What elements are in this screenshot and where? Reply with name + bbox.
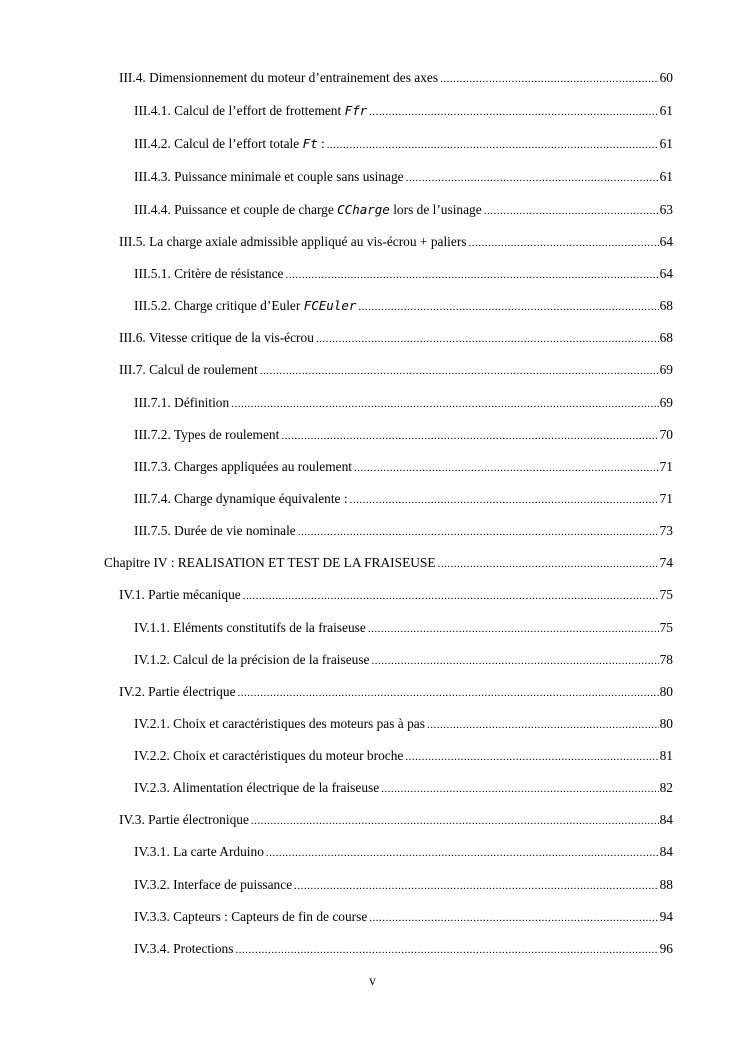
dot-leader xyxy=(438,554,659,574)
toc-entry-title: III.4.3. Puissance minimale et couple sans usinage xyxy=(134,169,404,184)
math-symbol: Ffr xyxy=(344,103,368,118)
toc-entry-page: 84 xyxy=(659,844,673,859)
toc-entry-page: 61 xyxy=(659,169,673,184)
toc-entry[interactable] xyxy=(119,360,673,380)
toc-entry[interactable] xyxy=(119,232,673,252)
toc-entry-page: 80 xyxy=(659,716,673,731)
toc-entry[interactable] xyxy=(134,875,673,895)
dot-leader xyxy=(469,233,659,253)
dot-leader xyxy=(266,843,659,863)
toc-entry-page: 60 xyxy=(659,70,673,85)
toc-entry[interactable] xyxy=(134,778,673,798)
dot-leader xyxy=(298,522,659,542)
dot-leader xyxy=(327,135,659,155)
toc-entry[interactable] xyxy=(119,68,673,88)
toc-entry[interactable] xyxy=(134,200,673,220)
toc-entry-title: III.7.2. Types de roulement xyxy=(134,427,280,442)
dot-leader xyxy=(372,651,659,671)
toc-entry-title: IV.3.3. Capteurs : Capteurs de fin de course xyxy=(134,909,368,924)
toc-entry-title: III.7. Calcul de roulement xyxy=(119,362,258,377)
toc-entry-page: 78 xyxy=(659,652,673,667)
toc-entry-title: IV.2.2. Choix et caractéristiques du moteur broche xyxy=(134,748,404,763)
dot-leader xyxy=(243,586,659,606)
toc-entry[interactable] xyxy=(134,457,673,477)
toc-entry-title: III.7.5. Durée de vie nominale xyxy=(134,523,296,538)
dot-leader xyxy=(369,908,658,928)
toc-entry-title: III.5.1. Critère de résistance xyxy=(134,266,284,281)
toc-entry[interactable] xyxy=(119,682,673,702)
dot-leader xyxy=(251,811,659,831)
toc-entry[interactable] xyxy=(134,907,673,927)
toc-entry-title: IV.1.2. Calcul de la précision de la fraiseuse xyxy=(134,652,370,667)
toc-entry-page: 82 xyxy=(659,780,673,795)
toc-entry[interactable] xyxy=(134,101,673,121)
toc-entry[interactable] xyxy=(134,296,673,316)
toc-entry-page: 64 xyxy=(659,234,673,249)
toc-entry[interactable] xyxy=(134,650,673,670)
toc-entry-page: 80 xyxy=(659,684,673,699)
dot-leader xyxy=(260,361,659,381)
toc-entry-title: IV.2.1. Choix et caractéristiques des moteurs pas à pas xyxy=(134,716,425,731)
toc-entry-title: IV.3. Partie électronique xyxy=(119,812,249,827)
toc-entry-page: 68 xyxy=(659,298,673,313)
toc-entry-title: IV.3.4. Protections xyxy=(134,941,234,956)
toc-entry-title: III.7.4. Charge dynamique équivalente : xyxy=(134,491,348,506)
dot-leader xyxy=(427,715,659,735)
toc-entry-page: 69 xyxy=(659,362,673,377)
toc-entry[interactable] xyxy=(134,134,673,154)
page-number: v xyxy=(369,973,376,988)
toc-entry-page: 81 xyxy=(659,748,673,763)
toc-entry-title: III.7.3. Charges appliquées au roulement xyxy=(134,459,353,474)
dot-leader xyxy=(484,201,659,221)
toc-entry-title: III.4.2. Calcul de l’effort totale Ft : xyxy=(134,136,325,151)
toc-entry-page: 96 xyxy=(659,941,673,956)
toc-entry-title: IV.3.2. Interface de puissance xyxy=(134,877,293,892)
toc-entry[interactable] xyxy=(119,810,673,830)
toc-entry-title: IV.1. Partie mécanique xyxy=(119,587,241,602)
toc-entry[interactable] xyxy=(134,714,673,734)
toc-entry-title: III.4.4. Puissance et couple de charge CCharge lors de l’usinage xyxy=(134,202,482,217)
dot-leader xyxy=(350,490,659,510)
toc-entry-page: 71 xyxy=(659,459,673,474)
dot-leader xyxy=(358,297,658,317)
toc-entry-title: IV.3.1. La carte Arduino xyxy=(134,844,264,859)
toc-entry-page: 68 xyxy=(659,330,673,345)
dot-leader xyxy=(368,619,659,639)
dot-leader xyxy=(406,168,659,188)
toc-entry[interactable] xyxy=(134,939,673,959)
toc-entry-page: 94 xyxy=(659,909,673,924)
math-symbol: CCharge xyxy=(337,202,390,217)
toc-entry-page: 74 xyxy=(659,555,673,570)
dot-leader xyxy=(405,747,658,767)
toc-entry-page: 61 xyxy=(659,136,673,151)
dot-leader xyxy=(235,940,658,960)
toc-entry-page: 88 xyxy=(659,877,673,892)
toc-entry[interactable] xyxy=(119,328,673,348)
toc-entry[interactable] xyxy=(134,393,673,413)
dot-leader xyxy=(285,265,658,285)
toc-entry-title: IV.2. Partie électrique xyxy=(119,684,236,699)
toc-entry-page: 64 xyxy=(659,266,673,281)
toc-entry-page: 69 xyxy=(659,395,673,410)
dot-leader xyxy=(316,329,659,349)
toc-entry[interactable] xyxy=(134,842,673,862)
toc-entry[interactable] xyxy=(104,553,673,573)
toc-entry-page: 63 xyxy=(659,202,673,217)
toc-entry[interactable] xyxy=(119,585,673,605)
toc-entry-page: 61 xyxy=(659,103,673,118)
toc-entry[interactable] xyxy=(134,489,673,509)
toc-entry-title: III.7.1. Définition xyxy=(134,395,230,410)
toc-entry-page: 84 xyxy=(659,812,673,827)
toc-entry-page: 75 xyxy=(659,587,673,602)
toc-entry-page: 70 xyxy=(659,427,673,442)
dot-leader xyxy=(238,683,659,703)
dot-leader xyxy=(231,394,658,414)
toc-entry-title: Chapitre IV : REALISATION ET TEST DE LA FRAISEUSE xyxy=(104,555,436,570)
dot-leader xyxy=(281,426,658,446)
toc-entry-page: 73 xyxy=(659,523,673,538)
toc-entry-title: IV.1.1. Eléments constitutifs de la fraiseuse xyxy=(134,620,366,635)
toc-entry-page: 71 xyxy=(659,491,673,506)
toc-entry-title: III.6. Vitesse critique de la vis-écrou xyxy=(119,330,314,345)
toc-entry[interactable] xyxy=(134,521,673,541)
toc-entry-title: III.5. La charge axiale admissible appliqué au vis-écrou + paliers xyxy=(119,234,467,249)
math-symbol: Ft xyxy=(302,136,318,151)
toc-entry[interactable] xyxy=(134,618,673,638)
toc-entry-title: III.4.1. Calcul de l’effort de frottement Ffr xyxy=(134,103,368,118)
toc-entry[interactable] xyxy=(134,264,673,284)
toc-entry-title: III.5.2. Charge critique d’Euler FCEuler xyxy=(134,298,357,313)
dot-leader xyxy=(369,102,658,122)
dot-leader xyxy=(354,458,659,478)
toc-entry-page: 75 xyxy=(659,620,673,635)
dot-leader xyxy=(294,876,658,896)
toc-entry[interactable] xyxy=(134,425,673,445)
dot-leader xyxy=(440,69,659,89)
toc-entry[interactable] xyxy=(134,746,673,766)
toc-entry-title: III.4. Dimensionnement du moteur d’entrainement des axes xyxy=(119,70,439,85)
math-symbol: FCEuler xyxy=(303,298,357,313)
toc-entry-title: IV.2.3. Alimentation électrique de la fraiseuse xyxy=(134,780,380,795)
dot-leader xyxy=(381,779,658,799)
toc-entry[interactable] xyxy=(134,167,673,187)
